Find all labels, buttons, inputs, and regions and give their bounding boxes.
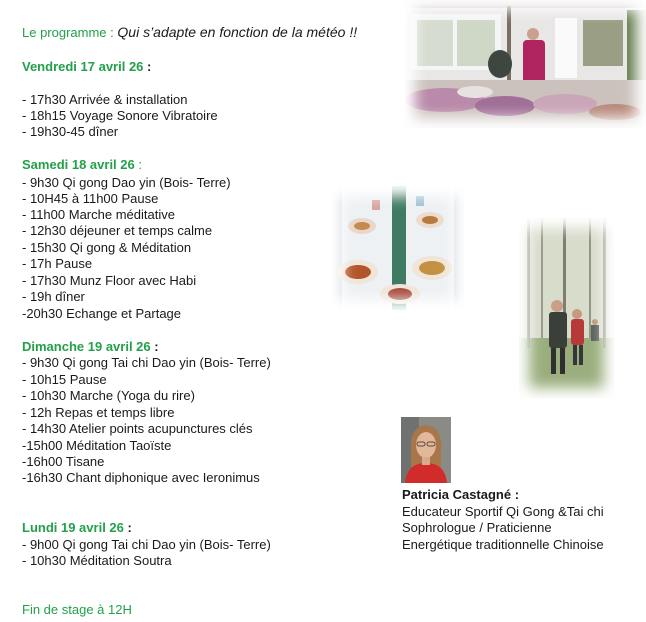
- schedule-item: -16h30 Chant diphonique avec Ieronimus: [22, 470, 260, 485]
- day-title-friday: Vendredi 17 avril 26 :: [22, 59, 152, 74]
- schedule-item: - 10h15 Pause: [22, 372, 107, 387]
- program-intro: [22, 24, 357, 40]
- schedule-item: - 19h30-45 dîner: [22, 124, 119, 139]
- schedule-item: - 18h15 Voyage Sonore Vibratoire: [22, 108, 218, 123]
- teacher-bio-line: Energétique traditionnelle Chinoise: [402, 537, 604, 552]
- end-of-course: Fin de stage à 12H: [22, 602, 132, 617]
- day-title-sunday: Dimanche 19 avril 26 :: [22, 339, 159, 354]
- program-subtitle: Qui s’adapte en fonction de la météo !!: [117, 24, 358, 40]
- day-title-saturday: Samedi 18 avril 26 :: [22, 157, 142, 172]
- schedule-item: - 15h30 Qi gong & Méditation: [22, 240, 192, 255]
- schedule-item: - 9h30 Qi gong Tai chi Dao yin (Bois- Terre): [22, 355, 271, 370]
- meal-photo: [332, 186, 464, 310]
- day-title-monday: Lundi 19 avril 26 :: [22, 520, 132, 535]
- schedule-item: - 12h30 déjeuner et temps calme: [22, 223, 213, 238]
- schedule-item: -15h00 Méditation Taoïste: [22, 438, 172, 453]
- program-separator: :: [106, 25, 118, 40]
- schedule-item: - 10h30 Marche (Yoga du rire): [22, 388, 195, 403]
- program-label: Le programme: [22, 25, 107, 40]
- schedule-item: -20h30 Echange et Partage: [22, 306, 182, 321]
- schedule-item: - 12h Repas et temps libre: [22, 405, 175, 420]
- schedule-item: - 9h00 Qi gong Tai chi Dao yin (Bois- Terre): [22, 537, 271, 552]
- schedule-item: - 17h30 Munz Floor avec Habi: [22, 273, 197, 288]
- teacher-name: Patricia Castagné :: [402, 487, 520, 502]
- teacher-bio-line: Sophrologue / Praticienne: [402, 520, 552, 535]
- schedule-item: - 19h dîner: [22, 289, 85, 304]
- room-photo: [405, 0, 646, 128]
- schedule-item: - 17h30 Arrivée & installation: [22, 92, 188, 107]
- teacher-bio-line: Educateur Sportif Qi Gong &Tai chi: [402, 504, 604, 519]
- schedule-item: - 17h Pause: [22, 256, 93, 271]
- schedule-item: - 11h00 Marche méditative: [22, 207, 175, 222]
- schedule-item: - 14h30 Atelier points acupunctures clés: [22, 421, 253, 436]
- schedule-item: - 10H45 à 11h00 Pause: [22, 191, 159, 206]
- schedule-item: - 10h30 Méditation Soutra: [22, 553, 172, 568]
- teacher-portrait: [401, 417, 451, 483]
- schedule-item: -16h00 Tisane: [22, 454, 105, 469]
- forest-walk-photo: [519, 218, 614, 398]
- schedule-item: - 9h30 Qi gong Dao yin (Bois- Terre): [22, 175, 231, 190]
